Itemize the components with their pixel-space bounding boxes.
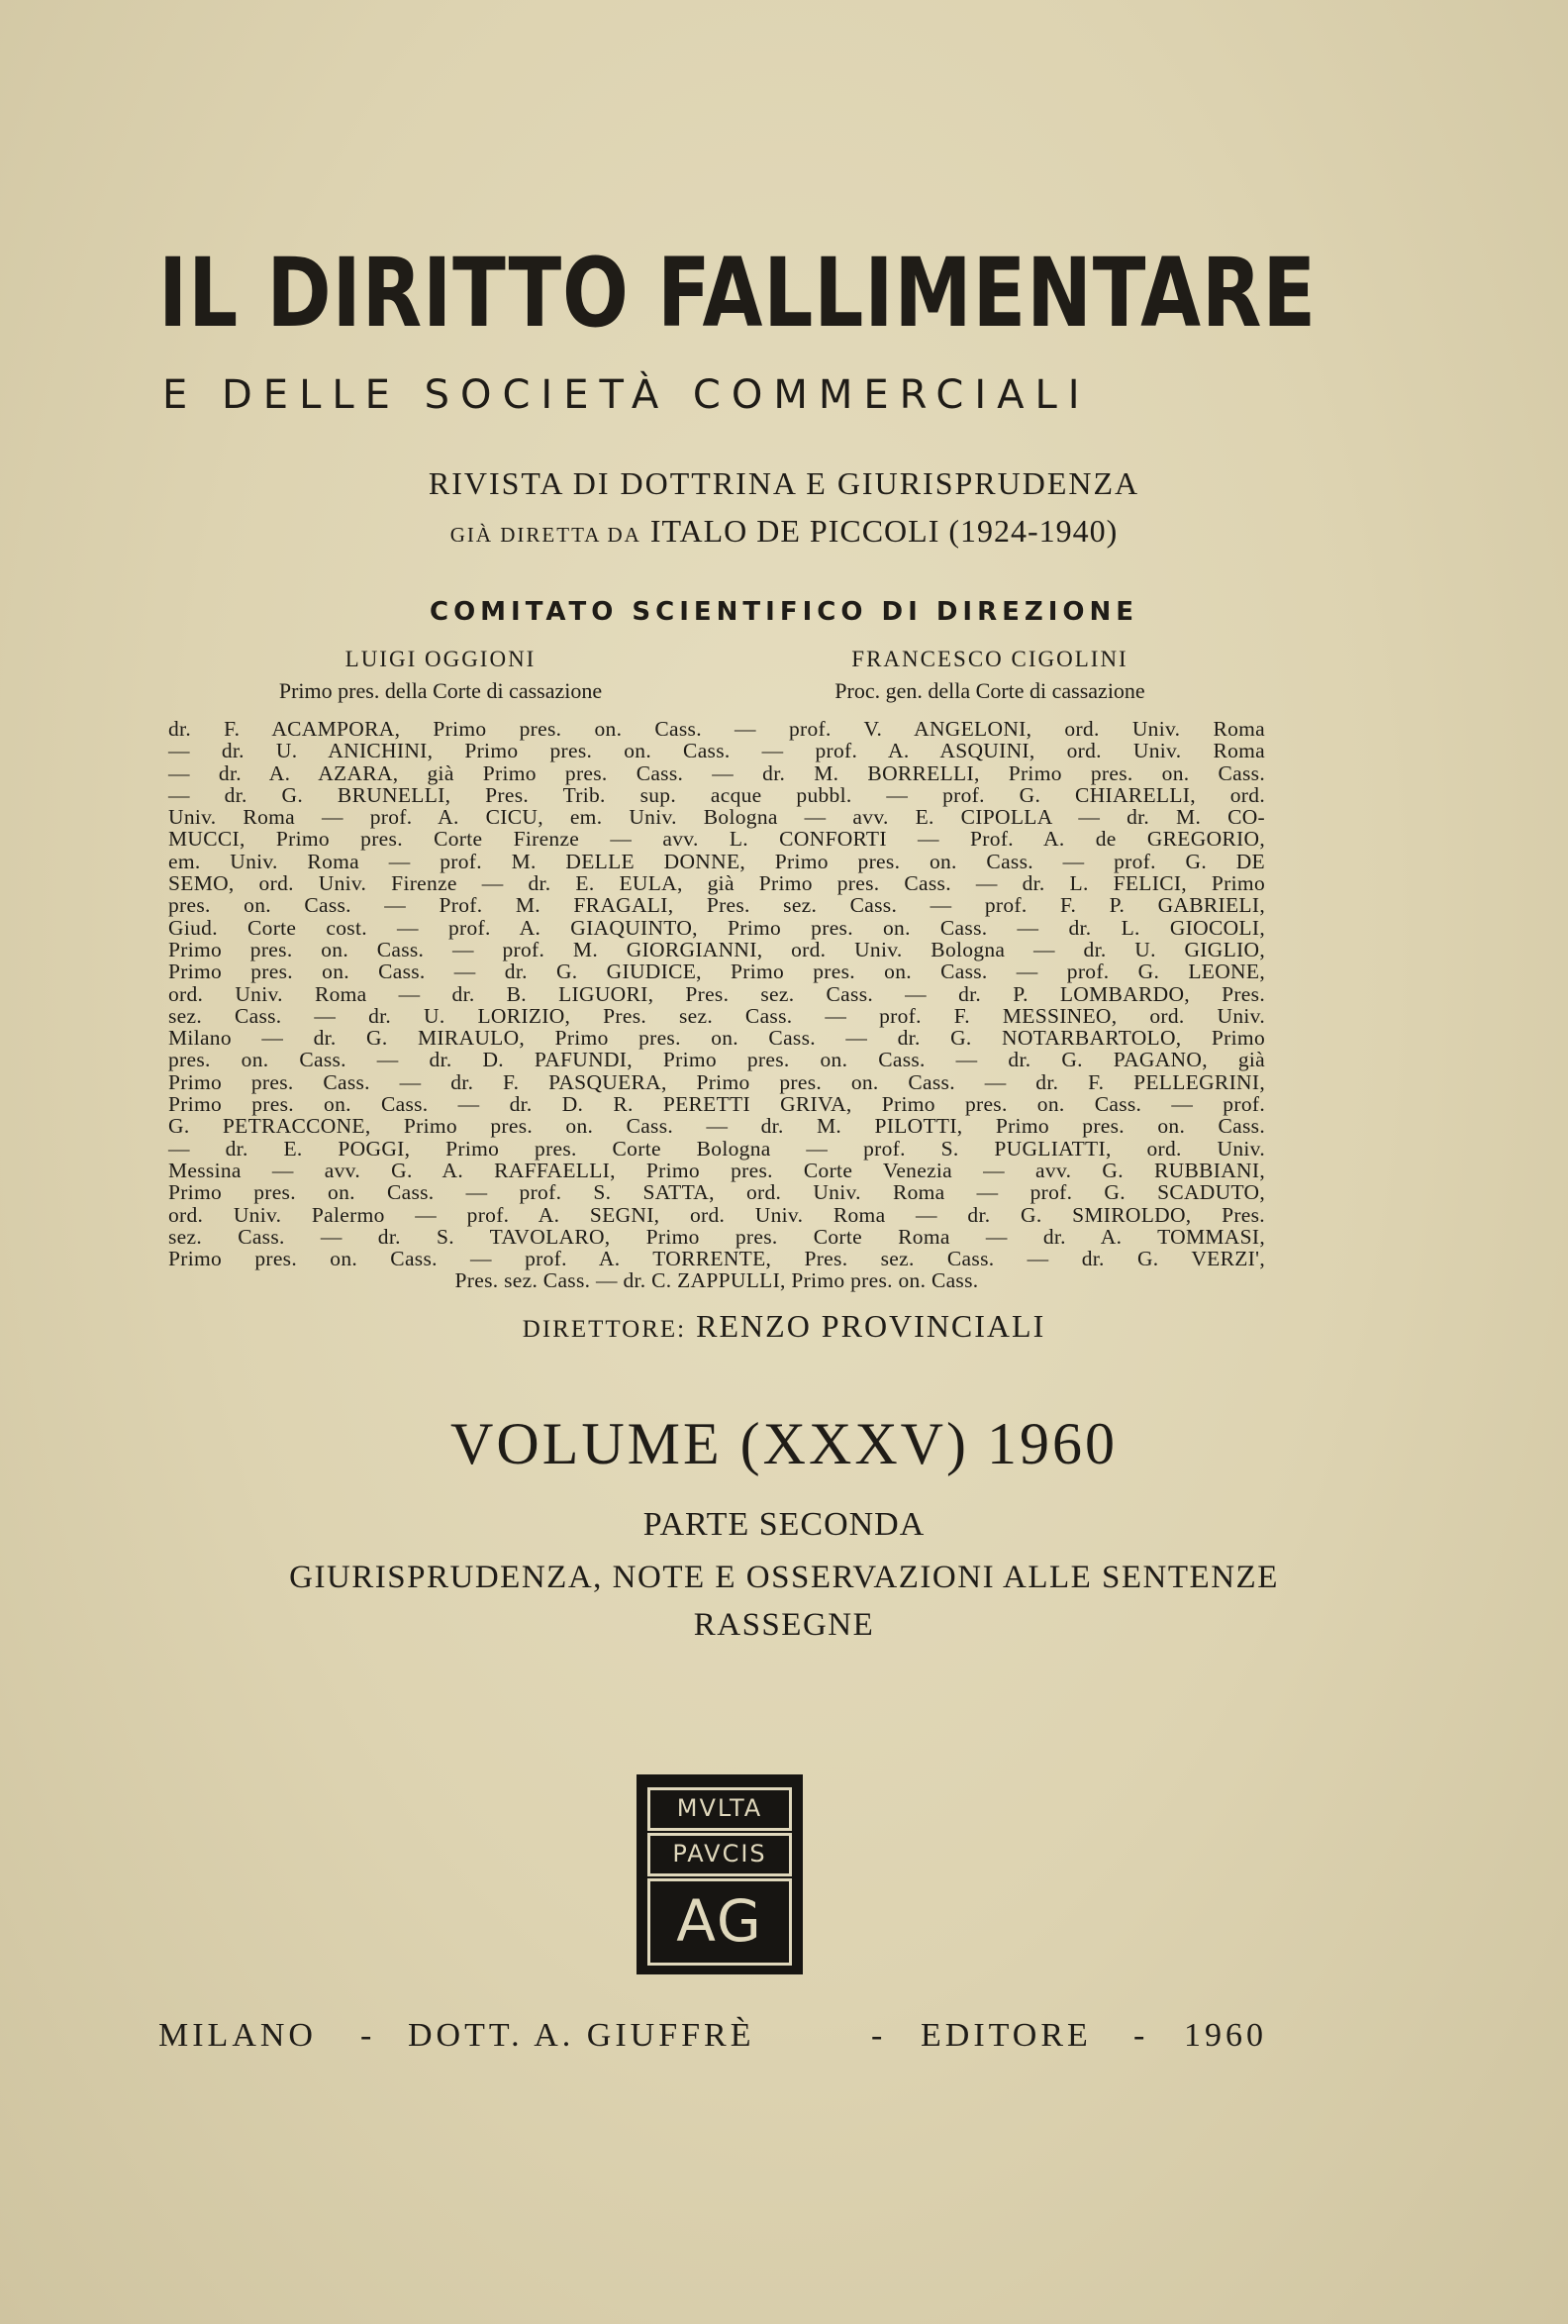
committee-member-line: — dr. G. BRUNELLI, Pres. Trib. sup. acque pubbl. — prof. G. CHIARELLI, ord. [168, 782, 1265, 807]
journal-title: IL DIRITTO FALLIMENTARE [158, 238, 1317, 349]
footer-sep-1: - [360, 2017, 376, 2054]
committee-member-line: SEMO, ord. Univ. Firenze — dr. E. EULA, già Primo pres. Cass. — dr. L. FELICI, Primo [168, 871, 1265, 896]
committee-leader-1 [193, 644, 688, 707]
committee-member-line: G. PETRACCONE, Primo pres. on. Cass. — dr. M. PILOTTI, Primo pres. on. Cass. [168, 1114, 1265, 1139]
leader-role: Proc. gen. della Corte di cassazione [834, 678, 1145, 703]
committee-member-line: dr. F. ACAMPORA, Primo pres. on. Cass. — prof. V. ANGELONI, ord. Univ. Roma [168, 717, 1265, 741]
committee-member-line: Pres. sez. Cass. — dr. C. ZAPPULLI, Primo pres. on. Cass. [454, 1268, 979, 1293]
committee-member-line: Primo pres. Cass. — dr. F. PASQUERA, Primo pres. on. Cass. — dr. F. PELLEGRINI, [168, 1069, 1265, 1094]
committee-member-line: pres. on. Cass. — Prof. M. FRAGALI, Pres. sez. Cass. — prof. F. P. GABRIELI, [168, 893, 1265, 918]
footer-sep-3: - [1133, 2017, 1149, 2054]
committee-member-line: Messina — avv. G. A. RAFFAELLI, Primo pres. Corte Venezia — avv. G. RUBBIANI, [168, 1158, 1265, 1182]
publisher-logo [637, 1774, 803, 1974]
committee-member-line: Primo pres. on. Cass. — prof. M. GIORGIANNI, ord. Univ. Bologna — dr. U. GIGLIO, [168, 937, 1265, 961]
former-director-line [0, 507, 1568, 558]
committee-member-line: em. Univ. Roma — prof. M. DELLE DONNE, Primo pres. on. Cass. — prof. G. DE [168, 849, 1265, 873]
leader-name: FRANCESCO CIGOLINI [851, 647, 1128, 671]
footer-role: EDITORE [921, 2017, 1092, 2054]
logo-line-2: PAVCIS [647, 1833, 792, 1876]
leader-name: LUIGI OGGIONI [344, 647, 537, 671]
committee-heading: COMITATO SCIENTIFICO DI DIREZIONE [429, 597, 1138, 627]
committee-member-line: ord. Univ. Roma — dr. B. LIGUORI, Pres. sez. Cass. — dr. P. LOMBARDO, Pres. [168, 981, 1265, 1006]
volume-part: PARTE SECONDA [642, 1506, 926, 1543]
volume-rassegne: RASSEGNE [693, 1607, 875, 1643]
logo-line-3: AG [647, 1878, 792, 1966]
director-name: RENZO PROVINCIALI [696, 1308, 1046, 1344]
footer-sep-2: - [871, 2017, 887, 2054]
logo-line-1: MVLTA [647, 1787, 792, 1831]
volume-title: VOLUME (XXXV) 1960 [450, 1411, 1118, 1476]
committee-members [168, 718, 1265, 1292]
committee-member-line: Primo pres. on. Cass. — dr. G. GIUDICE, Primo pres. on. Cass. — prof. G. LEONE, [168, 960, 1265, 984]
volume-content: GIURISPRUDENZA, NOTE E OSSERVAZIONI ALLE SENTENZE [289, 1560, 1279, 1595]
committee-member-line: Primo pres. on. Cass. — prof. S. SATTA, ord. Univ. Roma — prof. G. SCADUTO, [168, 1180, 1265, 1205]
former-director-name: ITALO DE PICCOLI (1924-1940) [649, 513, 1119, 549]
footer-publisher: DOTT. A. GIUFFRÈ [408, 2017, 755, 2054]
footer-year: 1960 [1184, 2017, 1267, 2054]
committee-member-line: — dr. E. POGGI, Primo pres. Corte Bologna — prof. S. PUGLIATTI, ord. Univ. [168, 1136, 1265, 1161]
journal-subtitle: E DELLE SOCIETÀ COMMERCIALI [162, 372, 1091, 418]
committee-member-line: Giud. Corte cost. — prof. A. GIAQUINTO, Primo pres. on. Cass. — dr. L. GIOCOLI, [168, 915, 1265, 940]
footer-city: MILANO [158, 2017, 317, 2054]
former-director-prefix: GIÀ DIRETTA DA [449, 523, 641, 547]
committee-member-line: sez. Cass. — dr. U. LORIZIO, Pres. sez. Cass. — prof. F. MESSINEO, ord. Univ. [168, 1003, 1265, 1028]
committee-member-line: ord. Univ. Palermo — prof. A. SEGNI, ord. Univ. Roma — dr. G. SMIROLDO, Pres. [168, 1202, 1265, 1227]
committee-member-line: MUCCI, Primo pres. Corte Firenze — avv. L. CONFORTI — Prof. A. de GREGORIO, [168, 827, 1265, 852]
committee-member-line: — dr. U. ANICHINI, Primo pres. on. Cass. — prof. A. ASQUINI, ord. Univ. Roma [168, 739, 1265, 763]
journal-description: RIVISTA DI DOTTRINA E GIURISPRUDENZA [428, 465, 1140, 501]
committee-member-line: Primo pres. on. Cass. — prof. A. TORRENTE, Pres. sez. Cass. — dr. G. VERZI', [168, 1247, 1265, 1271]
committee-member-line: Primo pres. on. Cass. — dr. D. R. PERETTI GRIVA, Primo pres. on. Cass. — prof. [168, 1092, 1265, 1117]
director-label: DIRETTORE: [522, 1316, 687, 1343]
committee-member-line: sez. Cass. — dr. S. TAVOLARO, Primo pres. Corte Roma — dr. A. TOMMASI, [168, 1224, 1265, 1249]
committee-member-line: Univ. Roma — prof. A. CICU, em. Univ. Bologna — avv. E. CIPOLLA — dr. M. CO- [168, 805, 1265, 830]
director-line [0, 1304, 1568, 1352]
committee-member-line: pres. on. Cass. — dr. D. PAFUNDI, Primo pres. on. Cass. — dr. G. PAGANO, già [168, 1048, 1265, 1072]
committee-leader-2 [737, 644, 1242, 707]
leader-role: Primo pres. della Corte di cassazione [278, 678, 603, 703]
committee-member-line: Milano — dr. G. MIRAULO, Primo pres. on. Cass. — dr. G. NOTARBARTOLO, Primo [168, 1026, 1265, 1051]
committee-member-line: — dr. A. AZARA, già Primo pres. Cass. — dr. M. BORRELLI, Primo pres. on. Cass. [168, 760, 1265, 785]
